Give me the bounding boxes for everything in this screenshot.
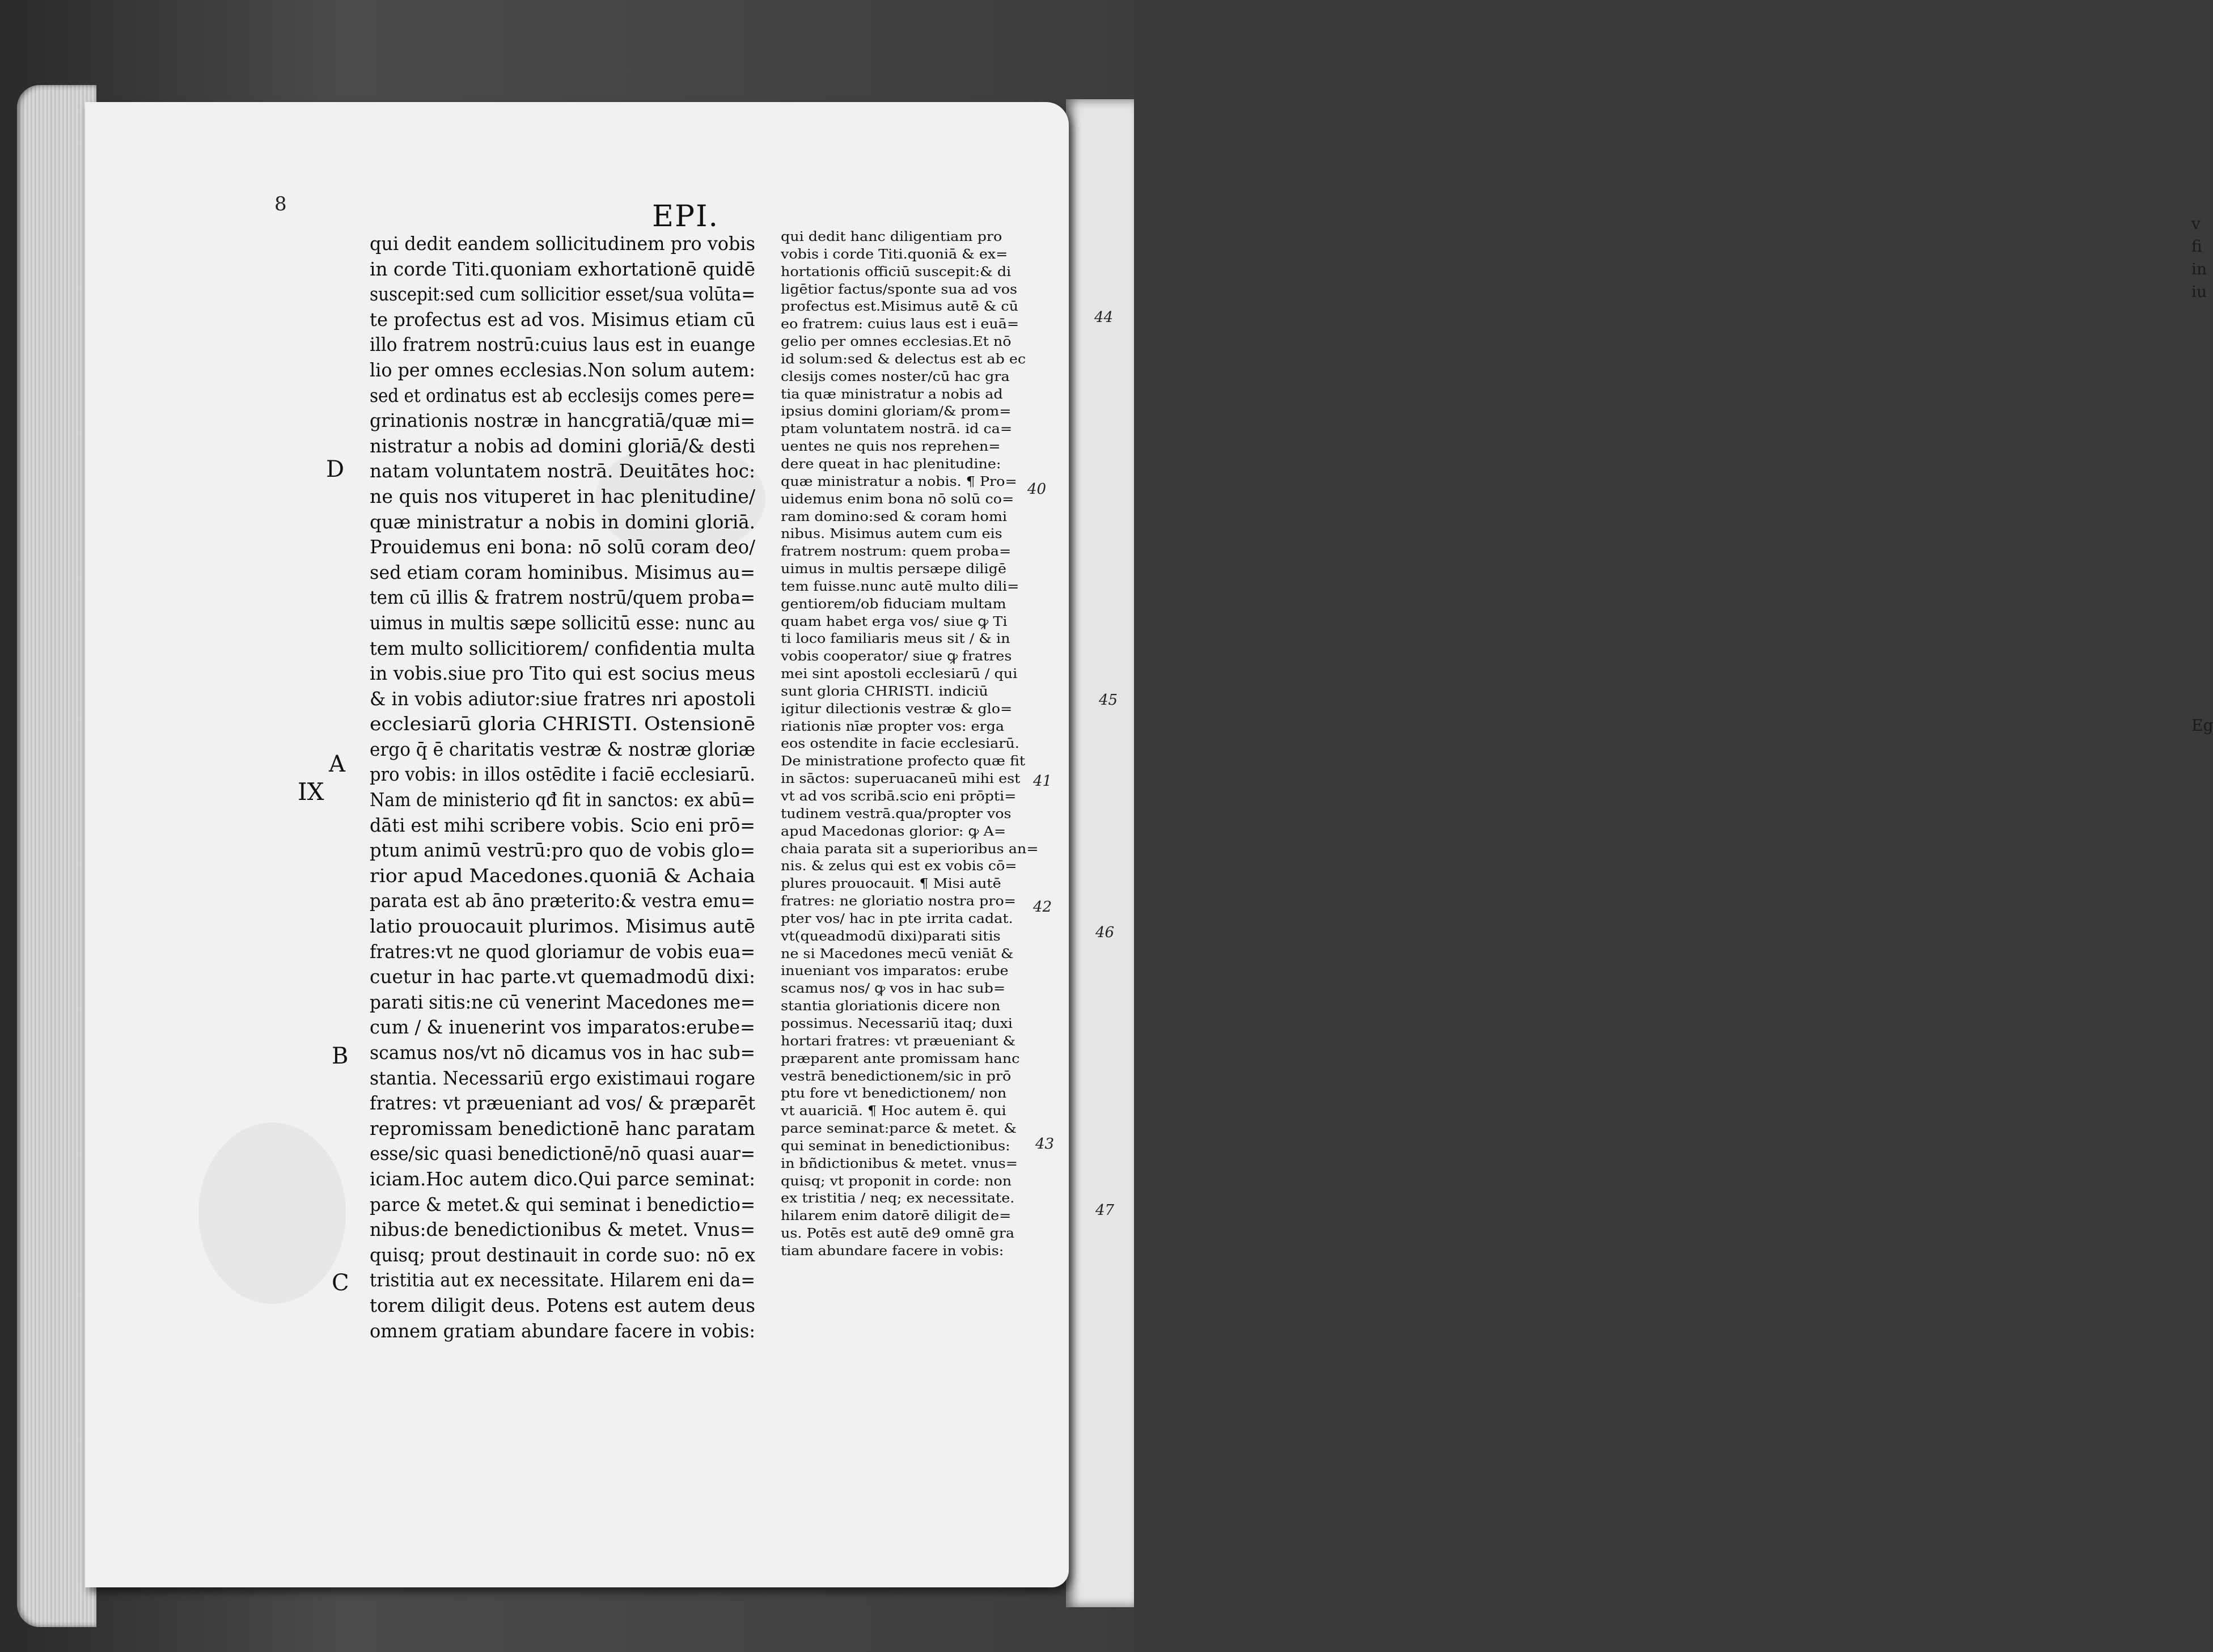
text-line: vt(queadmodū dixi)parati sitis <box>781 927 1001 944</box>
text-line: latio prouocauit plurimos. Misimus autē <box>370 915 755 938</box>
text-line: ne quis nos vituperet in hac plenitudine/ <box>370 485 755 507</box>
text-line: natam voluntatem nostrā. Deuitātes hoc: <box>370 460 755 482</box>
text-line: repromissam benedictionē hanc paratam <box>370 1117 755 1140</box>
text-line: te profectus est ad vos. Misimus etiam cū <box>370 308 755 331</box>
text-line: torem diligit deus. Potens est autem deus <box>370 1294 755 1316</box>
text-line: tudinem vestrā.qua/propter vos <box>781 805 1012 821</box>
verse-number: 43 <box>1035 1136 1055 1153</box>
text-line: profectus est.Misimus autē & cū <box>781 298 1018 315</box>
text-line: stantia gloriationis dicere non <box>781 998 1001 1014</box>
text-line: uentes ne quis nos reprehen= <box>781 438 1001 455</box>
facing-page-fragment: iu <box>2191 282 2207 301</box>
text-line: lio per omnes ecclesias.Non solum autem: <box>370 358 755 381</box>
text-line: suscepit:sed cum sollicitior esset/sua volūta= <box>370 283 755 306</box>
chapter-number-ix: IX <box>298 778 324 806</box>
text-line: hilarem enim datorē diligit de= <box>781 1208 1012 1224</box>
text-line: sed etiam coram hominibus. Misimus au= <box>370 561 755 583</box>
text-line: nibus. Misimus autem cum eis <box>781 526 1002 542</box>
text-line: ex tristitia / neq; ex necessitate. <box>781 1190 1015 1206</box>
running-head: EPI. <box>652 200 720 234</box>
text-line: parata est ab āno præterito:& vestra emu= <box>370 889 755 912</box>
text-line: pter vos/ hac in pte irrita cadat. <box>781 910 1013 926</box>
text-line: chaia parata sit a superioribus an= <box>781 840 1039 857</box>
text-line: sed et ordinatus est ab ecclesijs comes pere= <box>370 384 755 406</box>
text-line: sunt gloria CHRISTI. indiciū <box>781 683 988 699</box>
text-line: fratres: vt præueniant ad vos/ & præparēt <box>370 1092 755 1115</box>
text-line: omnem gratiam abundare facere in vobis: <box>370 1319 755 1342</box>
text-line: id solum:sed & delectus est ab ec <box>781 350 1026 367</box>
book-binding-edge <box>17 85 96 1627</box>
text-line: uimus in multis sæpe sollicitū esse: nunc au <box>370 611 755 634</box>
side-text-column <box>781 228 1042 1260</box>
text-line: tia quæ ministratur a nobis ad <box>781 386 1003 402</box>
text-line: tiam abundare facere in vobis: <box>781 1242 1004 1259</box>
text-line: ipsius domini gloriam/& prom= <box>781 403 1012 420</box>
verse-number: 42 <box>1033 899 1052 916</box>
text-line: ti loco familiaris meus sit / & in <box>781 630 1010 647</box>
text-line: scamus nos/ ꝙ vos in hac sub= <box>781 980 1006 997</box>
text-line: ligētior factus/sponte sua ad vos <box>781 281 1017 297</box>
facing-page-fragment: in <box>2191 260 2207 278</box>
text-line: quam habet erga vos/ siue ꝙ Ti <box>781 613 1008 629</box>
text-line: uidemus enim bona nō solū co= <box>781 490 1014 507</box>
text-line: hortari fratres: vt præueniant & <box>781 1032 1016 1049</box>
verse-number: 41 <box>1033 773 1052 790</box>
text-line: cum / & inuenerint vos imparatos:erube= <box>370 1016 755 1039</box>
text-line: eo fratrem: cuius laus est i euā= <box>781 316 1019 332</box>
text-line: cuetur in hac parte.vt quemadmodū dixi: <box>370 965 755 988</box>
text-line: gelio per omnes ecclesias.Et nō <box>781 333 1012 350</box>
text-line: vobis cooperator/ siue ꝙ fratres <box>781 648 1012 664</box>
text-line: vobis i corde Titi.quoniā & ex= <box>781 245 1008 262</box>
text-line: esse/sic quasi benedictionē/nō quasi auar= <box>370 1142 755 1165</box>
text-line: Nam de ministerio qđ fit in sanctos: ex abū= <box>370 789 755 811</box>
paper-stain <box>198 1122 346 1304</box>
text-line: Prouidemus eni bona: nō solū coram deo/ <box>370 536 755 558</box>
text-line: plures prouocauit. ¶ Misi autē <box>781 875 1001 892</box>
verse-number: 47 <box>1095 1202 1115 1219</box>
text-line: in corde Titi.quoniam exhortationē quidē <box>370 257 755 280</box>
text-line: us. Potēs est autē de9 omnē gra <box>781 1225 1015 1242</box>
text-line: tristitia aut ex necessitate. Hilarem eni da= <box>370 1269 755 1291</box>
text-line: inueniant vos imparatos: erube <box>781 963 1009 979</box>
text-line: in bñdictionibus & metet. vnus= <box>781 1155 1018 1171</box>
page-number: 8 <box>274 193 287 215</box>
text-line: De ministratione profecto quæ fit <box>781 753 1026 769</box>
text-line: tem multo sollicitiorem/ confidentia multa <box>370 637 755 659</box>
text-line: eos ostendite in facie ecclesiarū. <box>781 735 1019 752</box>
text-line: gentiorem/ob fiduciam multam <box>781 595 1006 612</box>
facing-page-fragment: v <box>2191 214 2201 233</box>
text-line: ram domino:sed & coram homi <box>781 508 1008 524</box>
text-line: ptum animū vestrū:pro quo de vobis glo= <box>370 839 755 862</box>
text-line: stantia. Necessariū ergo existimaui rogare <box>370 1066 755 1089</box>
text-line: quæ ministratur a nobis. ¶ Pro= <box>781 473 1017 489</box>
text-line: ptam voluntatem nostrā. id ca= <box>781 421 1013 437</box>
text-line: præparent ante promissam hanc <box>781 1050 1020 1066</box>
text-line: qui dedit hanc diligentiam pro <box>781 228 1002 244</box>
main-text-column <box>370 231 755 1344</box>
text-line: nis. & zelus qui est ex vobis cō= <box>781 858 1017 874</box>
text-line: ptu fore vt benedictionem/ non <box>781 1085 1007 1102</box>
text-line: & in vobis adiutor:siue fratres nri apostoli <box>370 687 755 710</box>
text-line: clesijs comes noster/cū hac gra <box>781 368 1010 384</box>
text-line: possimus. Necessariū itaq; duxi <box>781 1015 1013 1031</box>
text-line: parce & metet.& qui seminat i benedictio= <box>370 1193 755 1215</box>
text-line: in vobis.siue pro Tito qui est socius meus <box>370 662 755 685</box>
text-line: qui seminat in benedictionibus: <box>781 1137 1010 1154</box>
text-line: apud Macedonas glorior: ꝙ A= <box>781 823 1006 839</box>
text-line: pro vobis: in illos ostēdite i faciē ecclesiarū. <box>370 763 755 786</box>
text-line: mei sint apostoli ecclesiarū / qui <box>781 666 1018 682</box>
verse-number: 45 <box>1099 692 1118 709</box>
verse-number: 46 <box>1095 924 1115 941</box>
text-line: igitur dilectionis vestræ & glo= <box>781 700 1013 717</box>
text-line: fratres: ne gloriatio nostra pro= <box>781 893 1016 909</box>
text-line: grinationis nostræ in hancgratiā/quæ mi= <box>370 409 755 432</box>
text-line: vestrā benedictionem/sic in prō <box>781 1068 1012 1084</box>
text-line: vt ad vos scribā.scio eni prōpti= <box>781 788 1017 804</box>
text-line: qui dedit eandem sollicitudinem pro vobis <box>370 232 755 255</box>
facing-page-fragment: Eg <box>2191 716 2213 735</box>
text-line: parati sitis:ne cū venerint Macedones me= <box>370 990 755 1013</box>
text-line: scamus nos/vt nō dicamus vos in hac sub= <box>370 1041 755 1064</box>
text-line: nistratur a nobis ad domini gloriā/& desti <box>370 434 755 457</box>
text-line: quæ ministratur a nobis in domini gloriā. <box>370 510 755 533</box>
text-line: uimus in multis persæpe diligē <box>781 561 1006 577</box>
text-line: hortationis officiū suscepit:& di <box>781 263 1012 279</box>
text-line: dere queat in hac plenitudine: <box>781 455 1001 472</box>
text-line: parce seminat:parce & metet. & <box>781 1120 1017 1137</box>
text-line: fratres:vt ne quod gloriamur de vobis eua= <box>370 940 755 963</box>
text-line: quisq; prout destinauit in corde suo: nō ex <box>370 1243 755 1266</box>
text-line: iciam.Hoc autem dico.Qui parce seminat: <box>370 1167 755 1190</box>
text-line: illo fratrem nostrū:cuius laus est in euange <box>370 333 755 356</box>
text-line: fratrem nostrum: quem proba= <box>781 543 1012 560</box>
text-line: ne si Macedones mecū veniāt & <box>781 945 1014 961</box>
text-line: tem cū illis & fratrem nostrū/quem proba= <box>370 586 755 609</box>
text-line: ergo q̄ ē charitatis vestræ & nostræ gloriæ <box>370 738 755 760</box>
margin-letter-b: B <box>332 1043 349 1069</box>
margin-letter-d: D <box>326 456 345 482</box>
text-line: tem fuisse.nunc autē multo dili= <box>781 578 1019 594</box>
text-line: nibus:de benedictionibus & metet. Vnus= <box>370 1218 755 1241</box>
text-line: in sāctos: superuacaneū mihi est <box>781 770 1021 787</box>
verse-number: 44 <box>1094 309 1114 326</box>
text-line: riationis nīæ propter vos: erga <box>781 718 1005 734</box>
margin-letter-c: C <box>332 1270 349 1296</box>
text-line: quisq; vt proponit in corde: non <box>781 1172 1012 1189</box>
text-line: vt auariciā. ¶ Hoc autem ē. qui <box>781 1103 1006 1119</box>
text-line: dāti est mihi scribere vobis. Scio eni prō= <box>370 814 755 836</box>
facing-page-fragment: fi <box>2191 237 2202 256</box>
text-line: ecclesiarū gloria CHRISTI. Ostensionē <box>370 713 755 735</box>
margin-letter-a: A <box>329 751 345 777</box>
verse-number: 40 <box>1027 481 1047 498</box>
text-line: rior apud Macedones.quoniā & Achaia <box>370 864 755 887</box>
